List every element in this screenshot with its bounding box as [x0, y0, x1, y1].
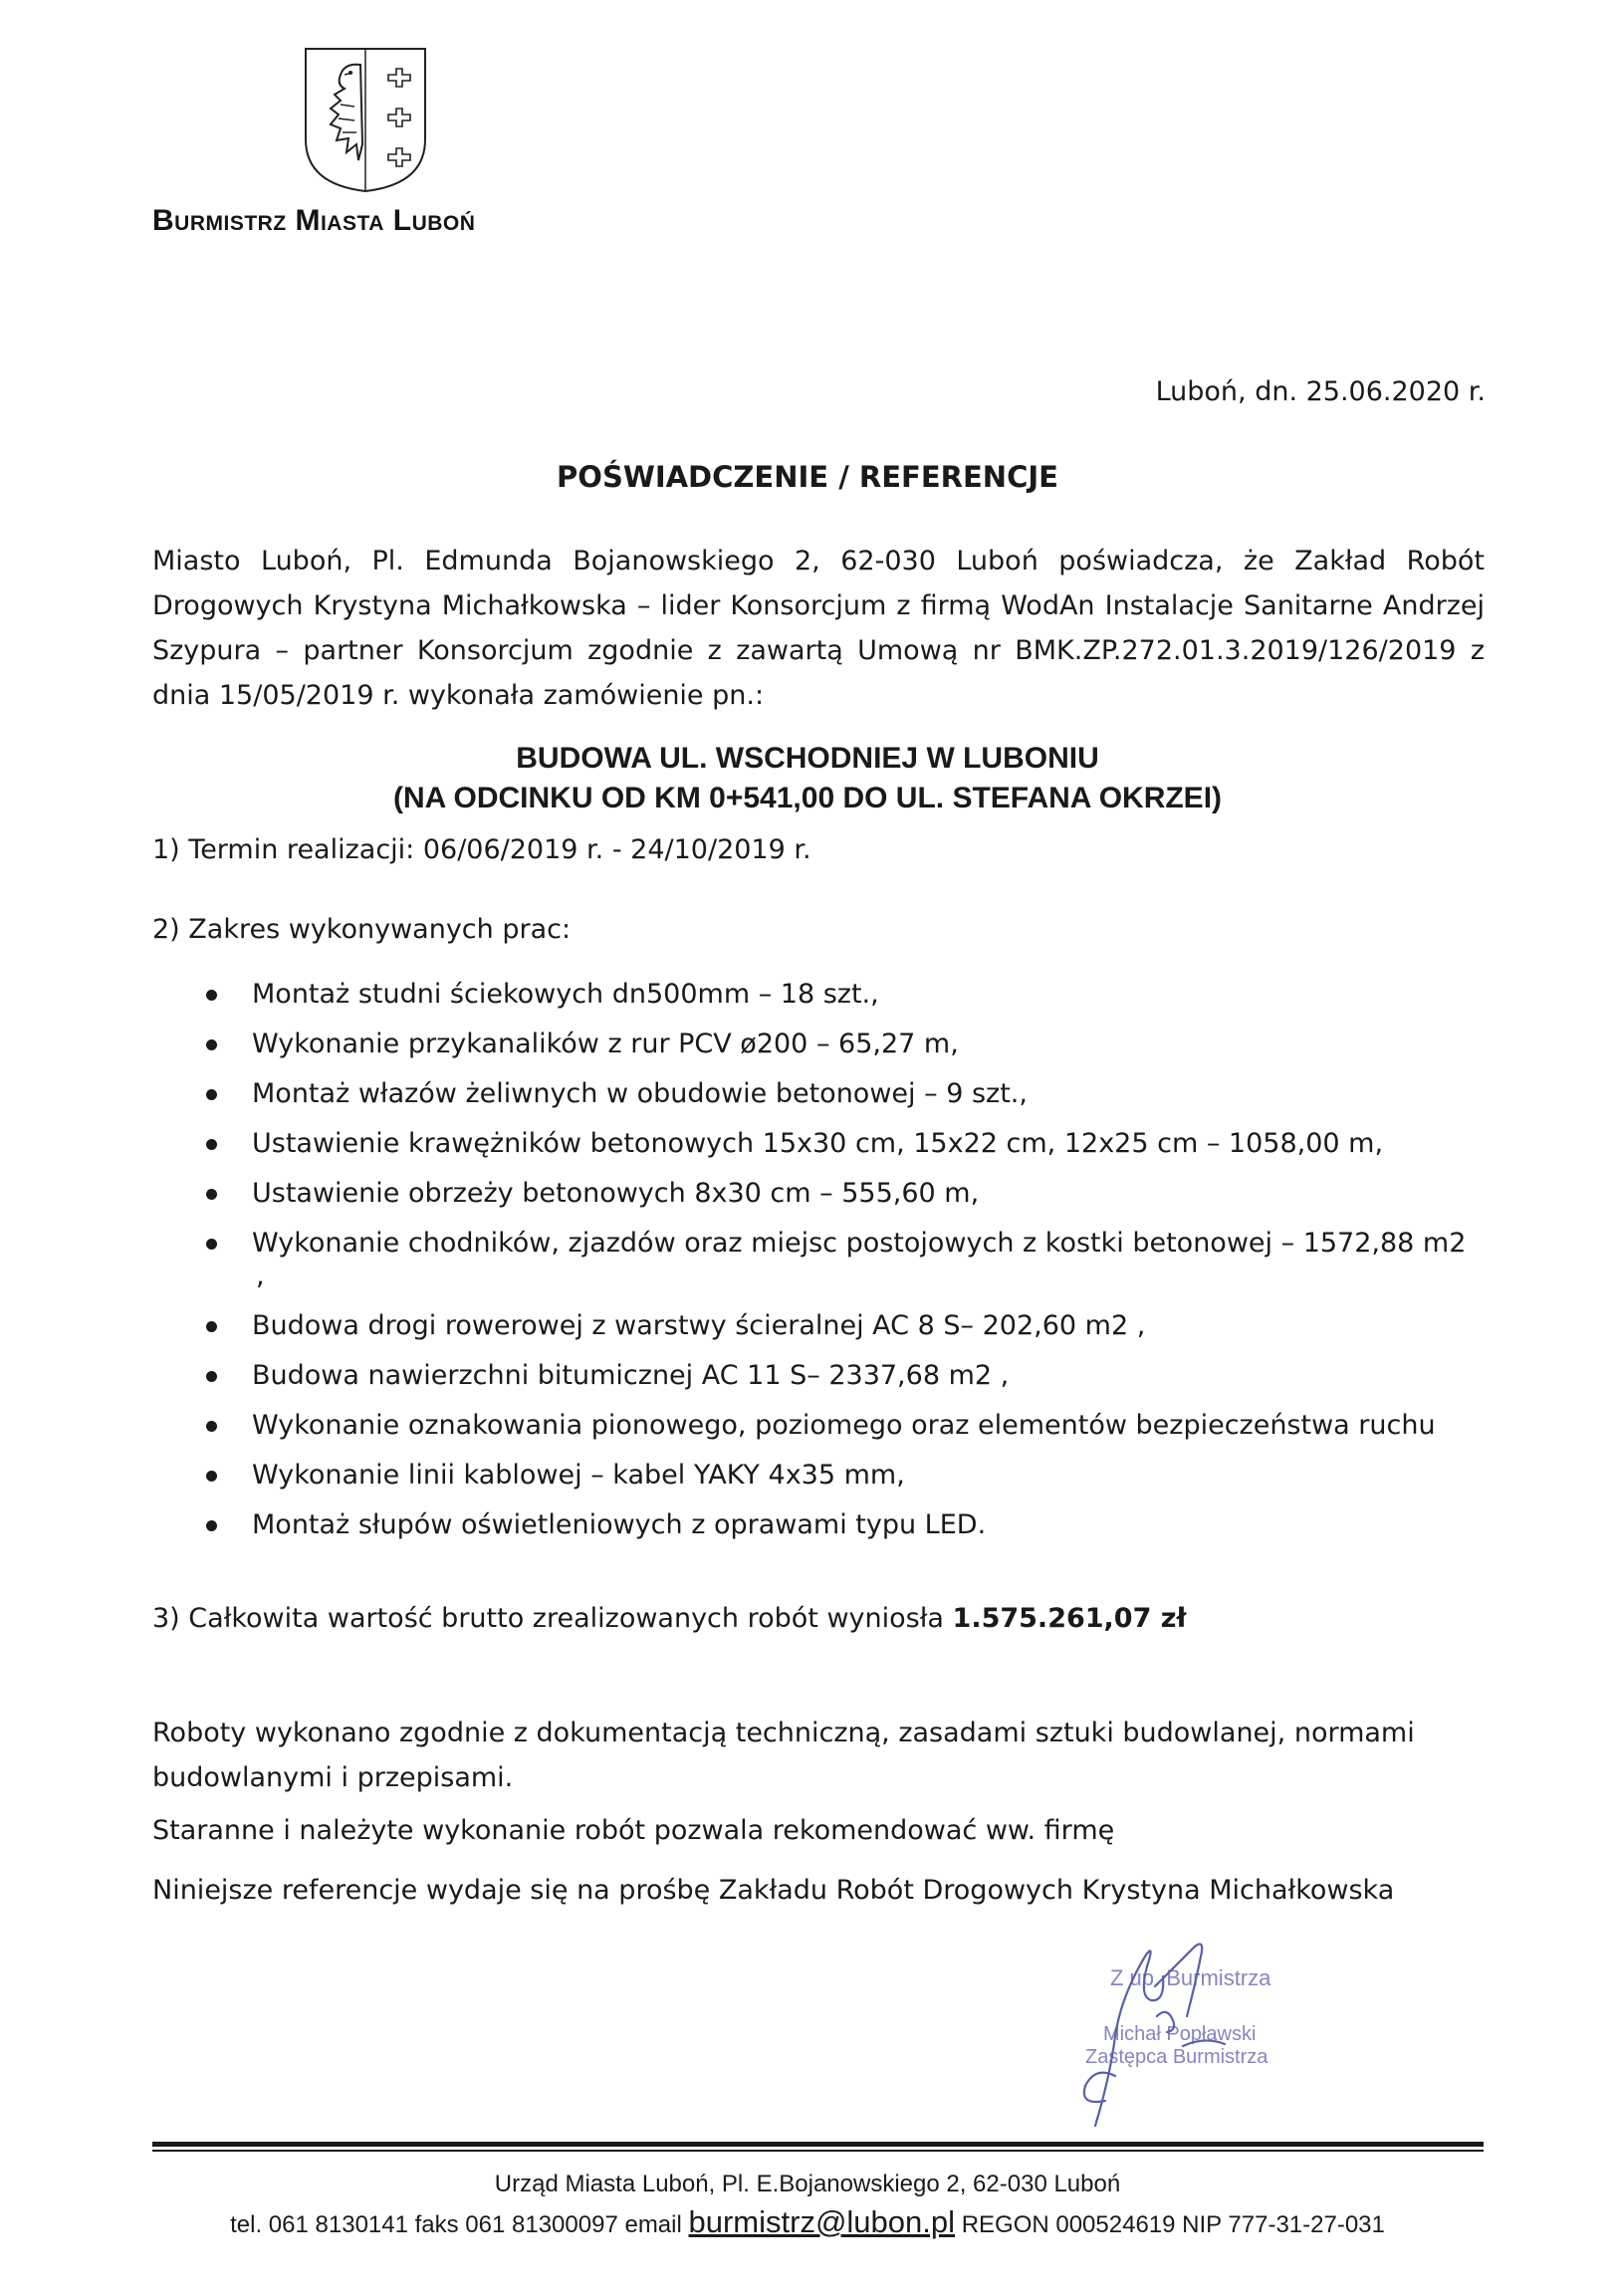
- footer-divider-thin: [152, 2150, 1484, 2152]
- intro-paragraph: Miasto Luboń, Pl. Edmunda Bojanowskiego 2, 62-030 Luboń poświadcza, że Zakład Robót Drogowych Krystyna Michałkowska – lider Konsorcjum z firmą WodAn Instalacje Sanitarne Andrzej Szypura – partner Konsorcjum zgodnie z zawartą Umową nr BMK.ZP.272.01.3.2019/126/2019 z dnia 15/05/2019 r. wykonała zamówienie pn.:: [152, 546, 1485, 711]
- footer-contact-prefix: tel. 061 8130141 faks 061 81300097 email: [230, 2211, 682, 2238]
- scope-heading: 2) Zakres wykonywanych prac:: [152, 914, 572, 945]
- office-name: Burmistrz Miasta Luboń: [152, 204, 476, 237]
- total-value-label: 3) Całkowita wartość brutto zrealizowanych robót wyniosła: [152, 1603, 944, 1634]
- stamp-line-3: Zastępca Burmistrza: [1085, 2046, 1269, 2068]
- footer-registry: REGON 000524619 NIP 777-31-27-031: [961, 2211, 1385, 2238]
- closing-paragraph-1: Roboty wykonano zgodnie z dokumentacją techniczną, zasadami sztuki budowlanej, normami budowlanymi i przepisami.: [152, 1718, 1415, 1793]
- handwritten-signature: [1055, 1927, 1354, 2141]
- stamp-line-2: Michał Popławski: [1103, 2023, 1257, 2045]
- total-value-amount: 1.575.261,07 zł: [952, 1603, 1187, 1634]
- list-item: Ustawienie obrzeży betonowych 8x30 cm – 555,60 m,: [204, 1177, 1499, 1210]
- document-title: POŚWIADCZENIE / REFERENCJE: [557, 460, 1058, 494]
- list-item: Wykonanie chodników, zjazdów oraz miejsc postojowych z kostki betonowej – 1572,88 m2 ,: [204, 1227, 1499, 1292]
- list-item: Wykonanie oznakowania pionowego, poziomego oraz elementów bezpieczeństwa ruchu: [204, 1409, 1499, 1442]
- list-item: Montaż włazów żeliwnych w obudowie betonowej – 9 szt.,: [204, 1077, 1499, 1110]
- project-name-line-2: (NA ODCINKU OD KM 0+541,00 DO UL. STEFANA OKRZEI): [392, 782, 1223, 814]
- completion-term: 1) Termin realizacji: 06/06/2019 r. - 24/10/2019 r.: [152, 834, 811, 865]
- wrapped-comma: ,: [256, 1261, 265, 1291]
- coat-of-arms-icon: [301, 45, 430, 194]
- stamp-line-1: Z up. Burmistrza: [1110, 1965, 1271, 1990]
- list-item: Montaż słupów oświetleniowych z oprawami typu LED.: [204, 1508, 1499, 1541]
- footer-address: Urząd Miasta Luboń, Pl. E.Bojanowskiego 2, 62-030 Luboń: [494, 2171, 1121, 2197]
- list-item: Budowa nawierzchni bitumicznej AC 11 S– 2337,68 m2 ,: [204, 1359, 1499, 1392]
- list-item: Wykonanie przykanalików z rur PCV ø200 – 65,27 m,: [204, 1028, 1499, 1060]
- list-item: Montaż studni ściekowych dn500mm – 18 szt.,: [204, 978, 1499, 1011]
- list-item: Ustawienie krawężników betonowych 15x30 cm, 15x22 cm, 12x25 cm – 1058,00 m,: [204, 1127, 1499, 1160]
- list-item: Budowa drogi rowerowej z warstwy ścieralnej AC 8 S– 202,60 m2 ,: [204, 1309, 1499, 1342]
- total-value: [152, 1603, 1187, 1634]
- works-list: [204, 978, 1499, 1558]
- project-name-line-1: BUDOWA UL. WSCHODNIEJ W LUBONIU: [516, 742, 1099, 775]
- footer-contact: [0, 2204, 1615, 2240]
- closing-paragraph-3: Niniejsze referencje wydaje się na prośbę Zakładu Robót Drogowych Krystyna Michałkowska: [152, 1875, 1395, 1906]
- email-link[interactable]: burmistrz@lubon.pl: [688, 2204, 956, 2239]
- list-item: Wykonanie linii kablowej – kabel YAKY 4x35 mm,: [204, 1459, 1499, 1492]
- document-date: Luboń, dn. 25.06.2020 r.: [1155, 376, 1486, 407]
- closing-paragraph-2: Staranne i należyte wykonanie robót pozwala rekomendować ww. firmę: [152, 1815, 1115, 1846]
- footer-divider: [152, 2142, 1484, 2147]
